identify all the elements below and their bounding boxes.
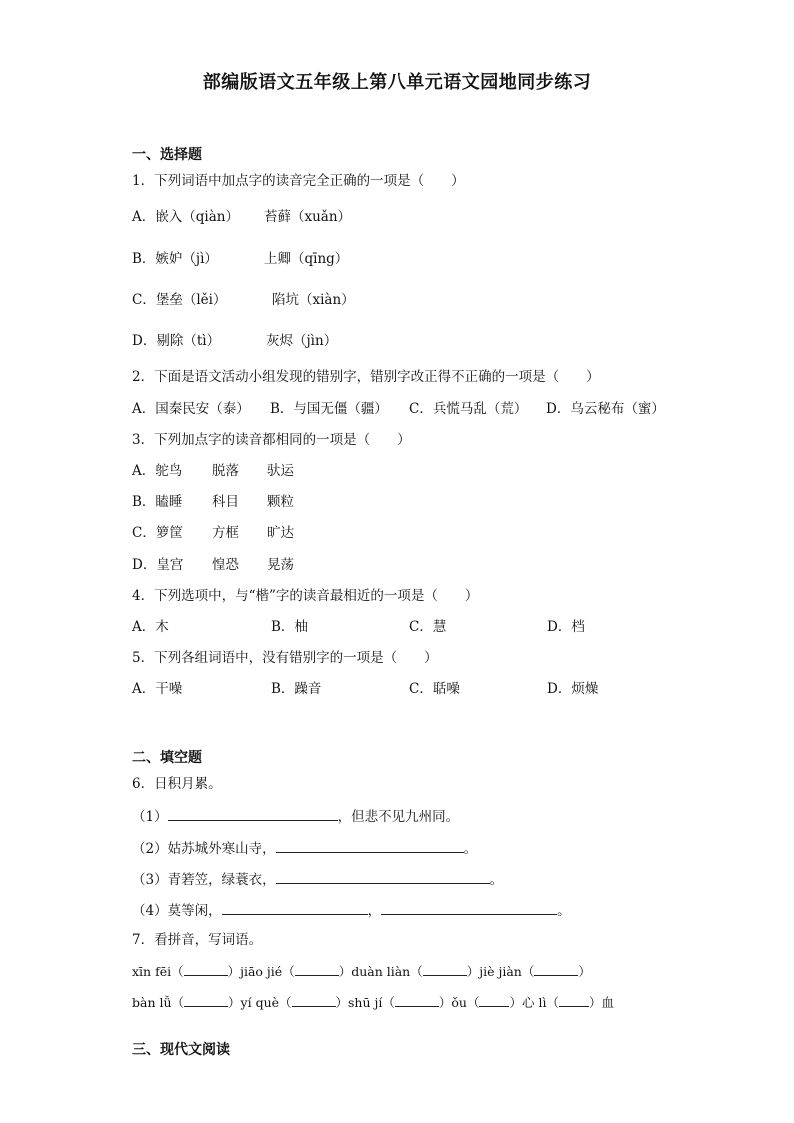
q7-pinyin-ou: ）ǒu（: [438, 995, 480, 1010]
q1-option-a-word2: 苔藓（xuǎn）: [264, 209, 352, 225]
q5-option-c: C．聒噪: [409, 681, 460, 697]
q6-item-2: [132, 838, 477, 858]
q1-option-b: B．嫉妒（jì）: [132, 251, 218, 267]
q6-item-3-prefix: （3）青箬笠，绿蓑衣，: [132, 872, 276, 888]
q7-pinyin-jiaojie: ）jiāo jié（: [227, 964, 295, 979]
q7-blank-8[interactable]: [479, 993, 509, 1007]
q7-pinyin-xinli: ）心 lì（: [509, 995, 559, 1010]
q4-option-a: A．木: [132, 619, 169, 635]
question-4-stem: 4．下列选项中，与“楷”字的读音最相近的一项是（ ）: [132, 588, 479, 604]
q6-item-3-suffix: 。: [489, 872, 504, 888]
q6-item-4-middle: ，: [367, 903, 382, 919]
q3-option-a-word3: 驮运: [267, 463, 294, 479]
q7-pinyin-jiejian: ）jiè jiàn（: [466, 964, 535, 979]
q7-blank-4[interactable]: [534, 962, 578, 976]
q4-option-d: D．档: [547, 619, 585, 635]
section-heading-reading: 三、现代文阅读: [132, 1042, 230, 1058]
section-heading-choice: 一、选择题: [132, 147, 202, 163]
q7-blank-9[interactable]: [559, 993, 589, 1007]
q7-row-1-close: ）: [578, 964, 591, 979]
section-heading-fill: 二、填空题: [132, 750, 202, 766]
q5-option-a: A．干噪: [132, 681, 183, 697]
q1-option-d-word2: 灰烬（jìn）: [266, 333, 338, 349]
q7-row-2: [132, 993, 614, 1012]
q7-pinyin-banlv: bàn lǚ（: [132, 995, 185, 1010]
q3-option-a: A．鸵鸟: [132, 463, 183, 479]
q2-option-c: C．兵慌马乱（荒）: [409, 401, 528, 417]
q2-option-b: B．与国无僵（疆）: [270, 401, 388, 417]
q3-option-b: B．瞌睡: [132, 494, 183, 510]
q3-option-d: D．皇宫: [132, 557, 184, 573]
q6-item-4-blank-2[interactable]: [381, 900, 557, 915]
q2-option-d: D．乌云秘布（蜜）: [546, 401, 665, 417]
q4-option-c: C．慧: [409, 619, 447, 635]
question-7-stem: 7．看拼音，写词语。: [132, 932, 263, 948]
q3-option-d-word2: 惶恐: [212, 557, 239, 573]
question-2-stem: 2．下面是语文活动小组发现的错别字，错别字改正得不正确的一项是（ ）: [132, 369, 600, 385]
q3-option-b-word2: 科目: [212, 494, 239, 510]
question-6-stem: 6．日积月累。: [132, 776, 222, 792]
q7-pinyin-duanlian: ）duàn liàn（: [338, 964, 423, 979]
q5-option-d: D．烦燥: [547, 681, 599, 697]
q6-item-2-blank[interactable]: [276, 838, 464, 853]
q6-item-1-suffix: ，但悲不见九州同。: [337, 809, 460, 825]
q6-item-4: [132, 900, 571, 920]
q3-option-c-word2: 方框: [212, 525, 239, 541]
q7-pinyin-shuji: ）shū jí（: [335, 995, 395, 1010]
q6-item-3: [132, 869, 503, 889]
q7-blank-7[interactable]: [395, 993, 439, 1007]
q1-option-b-word2: 上卿（qīng）: [264, 251, 349, 267]
question-1-stem: 1．下列词语中加点字的读音完全正确的一项是（ ）: [132, 173, 465, 189]
q7-row-1: [132, 962, 591, 981]
q6-item-1: [132, 806, 459, 826]
q6-item-1-blank[interactable]: [168, 806, 338, 821]
q7-blank-5[interactable]: [184, 993, 228, 1007]
page-title: 部编版语文五年级上第八单元语文园地同步练习: [202, 72, 592, 93]
q3-option-a-word2: 脱落: [212, 463, 239, 479]
q7-blank-1[interactable]: [184, 962, 228, 976]
q7-blank-6[interactable]: [292, 993, 336, 1007]
q3-option-b-word3: 颗粒: [267, 494, 294, 510]
q4-option-b: B．柚: [271, 619, 308, 635]
q6-item-2-prefix: （2）姑苏城外寒山寺，: [132, 841, 276, 857]
q7-row-2-close: ）血: [588, 995, 614, 1010]
q1-option-c-word2: 陷坑（xiàn）: [272, 292, 355, 308]
q7-blank-3[interactable]: [423, 962, 467, 976]
q6-item-4-prefix: （4）莫等闲，: [132, 903, 222, 919]
q7-pinyin-yique: ）yí què（: [228, 995, 292, 1010]
q6-item-4-suffix: 。: [557, 903, 571, 919]
q6-item-4-blank-1[interactable]: [222, 900, 368, 915]
q6-item-1-prefix: （1）: [132, 809, 168, 825]
q5-option-b: B．躁音: [271, 681, 322, 697]
q3-option-d-word3: 晃荡: [267, 557, 294, 573]
q1-option-d: D．剔除（tì）: [132, 333, 221, 349]
q6-item-2-suffix: 。: [463, 841, 478, 857]
question-5-stem: 5．下列各组词语中，没有错别字的一项是（ ）: [132, 650, 438, 666]
q6-item-3-blank[interactable]: [276, 869, 490, 884]
q1-option-a: A．嵌入（qiàn）: [132, 209, 239, 225]
q2-option-a: A．国秦民安（泰）: [132, 401, 250, 417]
q7-blank-2[interactable]: [295, 962, 339, 976]
q3-option-c-word3: 旷达: [267, 525, 294, 541]
q3-option-c: C．箩筐: [132, 525, 183, 541]
question-3-stem: 3．下列加点字的读音都相同的一项是（ ）: [132, 432, 411, 448]
q7-pinyin-xinfei: xīn fēi（: [132, 964, 184, 979]
q1-option-c: C．堡垒（lěi）: [132, 292, 227, 308]
